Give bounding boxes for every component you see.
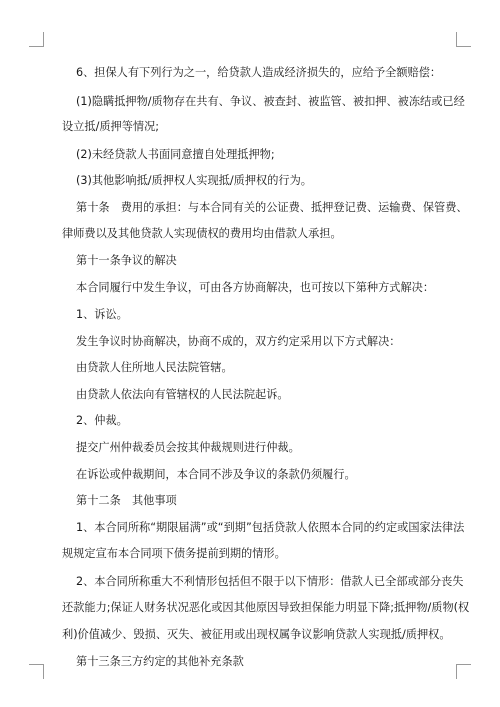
article-12-item-1-line-2: 规规定宣布本合同项下债务提前到期的情形。: [62, 547, 286, 560]
article-12-item-2-line-3: 利)价值减少、毁损、灭失、被征用或出现权属争议影响贷款人实现抵/质押权。: [62, 628, 451, 641]
clause-6-item-1-line-2: 设立抵/质押等情况;: [62, 120, 160, 133]
article-11-litigation-b: 由贷款人依法向有管辖权的人民法院起诉。: [76, 388, 289, 401]
article-13-heading: 第十三条三方约定的其他补充条款: [76, 655, 244, 668]
article-10-line-2: 律师费以及其他贷款人实现债权的费用均由借款人承担。: [62, 227, 342, 240]
article-11-intro: 本合同履行中发生争议，可由各方协商解决，也可按以下第种方式解决：: [76, 281, 435, 294]
article-11-litigation-desc: 发生争议时协商解决，协商不成的，双方约定采用以下方式解决：: [76, 335, 401, 348]
article-12-item-2-line-2: 还款能力;保证人财务状况恶化或因其他原因导致担保能力明显下降;抵押物/质物(权: [62, 601, 470, 614]
article-11-option-arbitration: 2、仲裁。: [76, 414, 128, 427]
clause-6-item-3: (3)其他影响抵/质押权人实现抵/质押权的行为。: [76, 174, 312, 187]
article-12-item-2-line-1: 2、本合同所称重大不利情形包括但不限于以下情形：借款人已全部或部分丧失: [76, 575, 464, 588]
article-10-line-1: 第十条 费用的承担：与本合同有关的公证费、抵押登记费、运输费、保管费、: [76, 201, 468, 214]
clause-6-item-1-line-1: (1)隐瞒抵押物/质物存在共有、争议、被查封、被监管、被扣押、被冻结或已经: [76, 95, 465, 108]
crop-mark-top-left: [29, 32, 44, 47]
crop-mark-top-right: [456, 32, 471, 47]
crop-mark-bottom-left: [29, 664, 44, 679]
article-12-heading: 第十二条 其他事项: [76, 494, 177, 507]
article-11-continuation: 在诉讼或仲裁期间，本合同不涉及争议的条款仍须履行。: [76, 468, 356, 481]
article-11-arbitration-desc: 提交广州仲裁委员会按其仲裁规则进行仲裁。: [76, 441, 300, 454]
article-11-option-litigation: 1、诉讼。: [76, 308, 128, 321]
crop-mark-bottom-right: [456, 664, 471, 679]
article-11-litigation-a: 由贷款人住所地人民法院管辖。: [76, 361, 233, 374]
article-11-heading: 第十一条争议的解决: [76, 254, 177, 267]
clause-6-item-2: (2)未经贷款人书面同意擅自处理抵押物;: [76, 148, 275, 161]
article-12-item-1-line-1: 1、本合同所称“期限届满”或“到期”包括贷款人依照本合同的约定或国家法律法: [76, 521, 465, 534]
clause-6-heading: 6、担保人有下列行为之一，给贷款人造成经济损失的，应给予全额赔偿：: [76, 66, 442, 79]
